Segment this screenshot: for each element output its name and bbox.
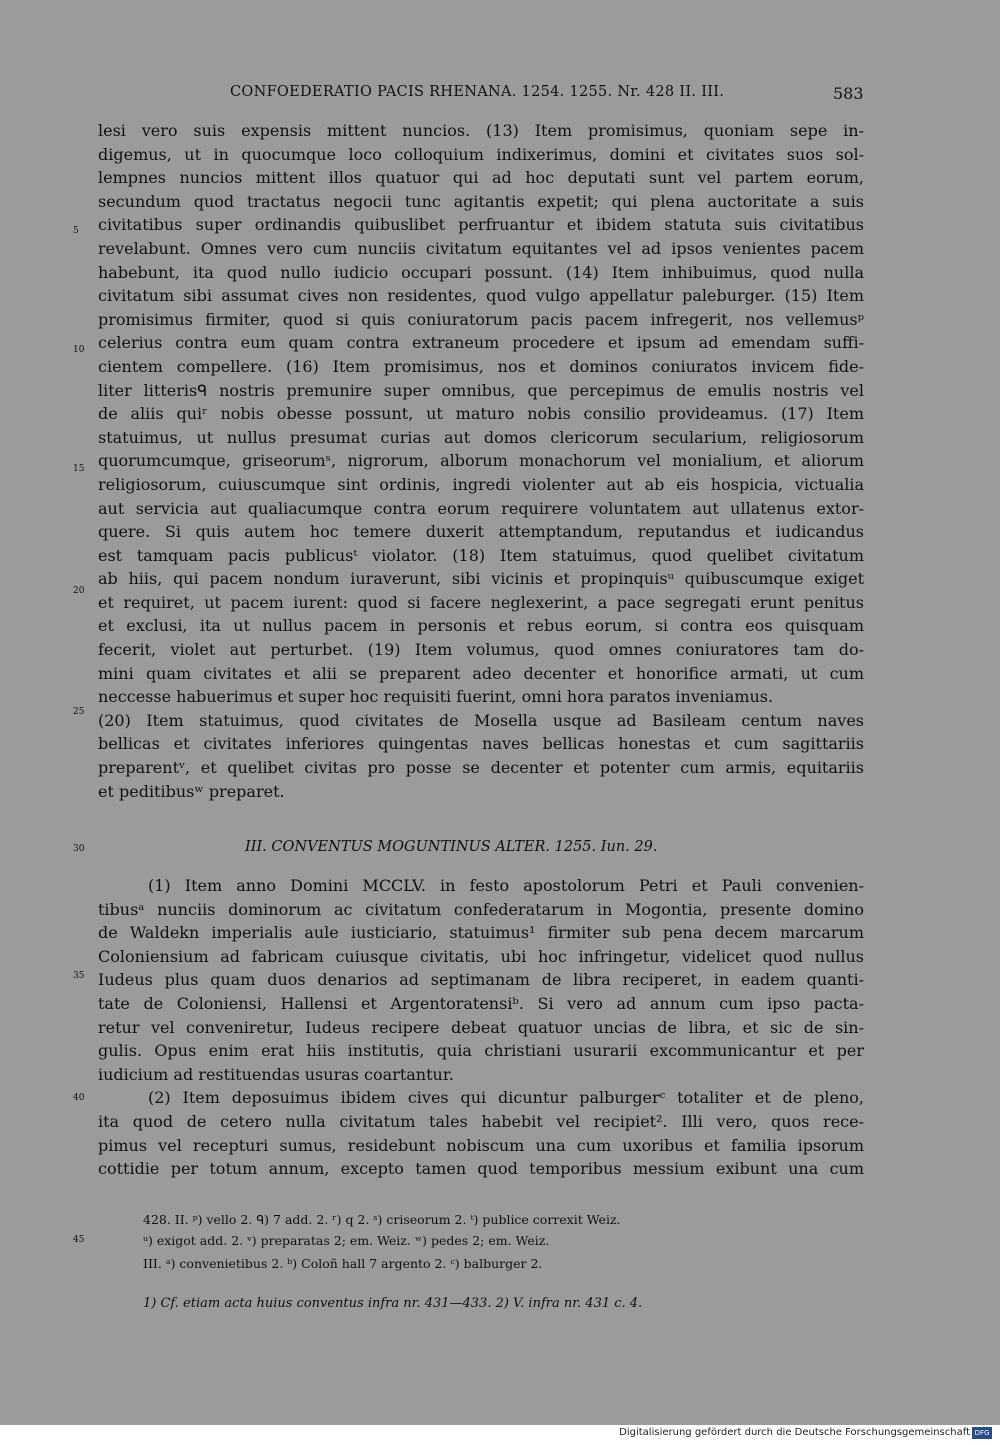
line-number: 40 [73, 1093, 85, 1103]
text-line: tibusᵃ nunciis dominorum ac civitatum confederatarum in Mogontia, presente domino [98, 899, 864, 919]
text-line: revelabunt. Omnes vero cum nunciis civitatum equitantes vel ad ipsos venientes pacem [98, 238, 864, 258]
text-line: retur vel conveniretur, Iudeus recipere debeat quatuor uncias de libra, et sic de sin- [98, 1017, 864, 1037]
text-line: religiosorum, cuiuscumque sint ordinis, ingredi violenter aut ab eis hospicia, victualia [98, 474, 864, 494]
text-line: ita quod de cetero nulla civitatum tales habebit vel recipiet². Illi vero, quos rece- [98, 1111, 864, 1131]
text-line: fecerit, violet aut perturbet. (19) Item volumus, quod omnes coniuratores tam do- [98, 640, 864, 660]
footnote-line: III. ᵃ) convenietibus 2. ᵇ) Coloñ hall 7 argento 2. ᶜ) balburger 2. [143, 1256, 543, 1271]
text-line: preparentᵛ, et quelibet civitas pro posse se decenter et potenter cum armis, equitariis [98, 758, 864, 778]
running-title: CONFOEDERATIO PACIS RHENANA. 1254. 1255. Nr. 428 II. III. [230, 84, 725, 100]
text-line: iudicium ad restituendas usuras coartantur. [98, 1064, 454, 1084]
text-line: de aliis quiʳ nobis obesse possunt, ut maturo nobis consilio provideamus. (17) Item [98, 404, 864, 424]
text-line: cottidie per totum annum, excepto tamen quod temporibus messium exibunt una cum [98, 1159, 864, 1179]
line-number: 10 [73, 345, 85, 355]
text-line: gulis. Opus enim erat hiis institutis, quia christiani usurarii excommunicantur et per [98, 1041, 864, 1061]
section-title: III. CONVENTUS MOGUNTINUS ALTER. 1255. Iun. 29. [245, 839, 658, 855]
text-line: celerius contra eum quam contra extraneum procedere et ipsum ad emendam suffi- [98, 333, 864, 353]
text-line: habebunt, ita quod nullo iudicio occupari possunt. (14) Item inhibuimus, quod nulla [98, 262, 864, 282]
page-number: 583 [833, 84, 864, 103]
text-line: de Waldekn imperialis aule iusticiario, statuimus¹ firmiter sub pena decem marcarum [98, 923, 864, 943]
text-line: aut servicia aut qualiacumque contra eorum requirere voluntatem aut ullatenus extor- [98, 498, 864, 518]
text-line: civitatibus super ordinandis quibuslibet perfruantur et ibidem statuta suis civitatibus [98, 215, 864, 235]
reference-notes: 1) Cf. etiam acta huius conventus infra nr. 431—433. 2) V. infra nr. 431 c. 4. [143, 1296, 643, 1311]
footnote-line: 428. II. ᵖ) vello 2. ᑫ) 7 add. 2. ʳ) q 2. ˢ) criseorum 2. ᵗ) publice correxit Weiz. [143, 1212, 621, 1227]
footer-credit: Digitalisierung gefördert durch die Deutsche Forschungsgemeinschaft [619, 1427, 970, 1438]
line-number: 25 [73, 707, 85, 717]
text-line: civitatum sibi assumat cives non residentes, quod vulgo appellatur paleburger. (15) Item [98, 286, 864, 306]
dfg-logo: DFG [972, 1427, 992, 1439]
text-line: statuimus, ut nullus presumat curias aut domos clericorum secularium, religiosorum [98, 427, 864, 447]
text-line: est tamquam pacis publicusᵗ violator. (18) Item statuimus, quod quelibet civitatum [98, 545, 864, 565]
line-number: 45 [73, 1235, 85, 1245]
text-line: liter litterisᑫ nostris premunire super omnibus, que percepimus de emulis nostris vel [98, 380, 864, 400]
text-line: ab hiis, qui pacem nondum iuraverunt, sibi vicinis et propinquisᵘ quibuscumque exiget [98, 569, 864, 589]
line-number: 20 [73, 586, 85, 596]
text-line: (20) Item statuimus, quod civitates de Mosella usque ad Basileam centum naves [98, 710, 864, 730]
text-line: Iudeus plus quam duos denarios ad septimanam de libra reciperet, in eadem quanti- [98, 970, 864, 990]
text-line: secundum quod tractatus negocii tunc agitantis expetit; qui plena auctoritate a suis [98, 191, 864, 211]
text-line: et peditibusʷ preparet. [98, 781, 285, 801]
footnote-line: ᵘ) exigot add. 2. ᵛ) preparatas 2; em. Weiz. ʷ) pedes 2; em. Weiz. [143, 1233, 550, 1248]
body-text-part-ii [98, 119, 864, 803]
text-line: quere. Si quis autem hoc temere duxerit attemptandum, reputandus et iudicandus [98, 522, 864, 542]
text-line: lempnes nuncios mittent illos quatuor qui ad hoc deputati sunt vel partem eorum, [98, 168, 864, 188]
text-line: et exclusi, ita ut nullus pacem in personis et rebus eorum, si contra eos quisquam [98, 616, 864, 636]
text-line: tate de Coloniensi, Hallensi et Argentoratensiᵇ. Si vero ad annum cum ipso pacta- [98, 993, 864, 1013]
text-line: lesi vero suis expensis mittent nuncios. (13) Item promisimus, quoniam sepe in- [98, 121, 864, 140]
text-line: bellicas et civitates inferiores quingentas naves bellicas honestas et cum sagittariis [98, 734, 864, 754]
text-line: promisimus firmiter, quod si quis coniuratorum pacis pacem infregerit, nos vellemusᵖ [98, 309, 864, 329]
text-line: (2) Item deposuimus ibidem cives qui dicuntur palburgerᶜ totaliter et de pleno, [148, 1088, 864, 1108]
text-line: cientem compellere. (16) Item promisimus, nos et dominos coniuratos invicem fide- [98, 356, 864, 376]
text-line: et requiret, ut pacem iurent: quod si facere neglexerint, a pace segregati erunt penitus [98, 592, 864, 612]
text-line: digemus, ut in quocumque loco colloquium indixerimus, domini et civitates suos sol- [98, 144, 864, 164]
line-number: 30 [73, 844, 85, 854]
text-line: Coloniensium ad fabricam cuiusque civitatis, ubi hoc infringetur, videlicet quod nullus [98, 946, 864, 966]
text-line: neccesse habuerimus et super hoc requisiti fuerint, omni hora paratos inveniamus. [98, 687, 774, 707]
text-line: quorumcumque, griseorumˢ, nigrorum, alborum monachorum vel monialium, et aliorum [98, 451, 864, 471]
line-number: 15 [73, 464, 85, 474]
body-text-part-iii [98, 874, 864, 1181]
text-line: mini quam civitates et alii se preparent adeo decenter et honorifice armati, ut cum [98, 663, 864, 683]
line-number: 35 [73, 971, 85, 981]
text-line: pimus vel recepturi sumus, residebunt nobiscum una cum uxoribus et familia ipsorum [98, 1135, 864, 1155]
text-line: (1) Item anno Domini MCCLV. in festo apostolorum Petri et Pauli convenien- [148, 876, 864, 895]
line-number: 5 [73, 226, 79, 236]
